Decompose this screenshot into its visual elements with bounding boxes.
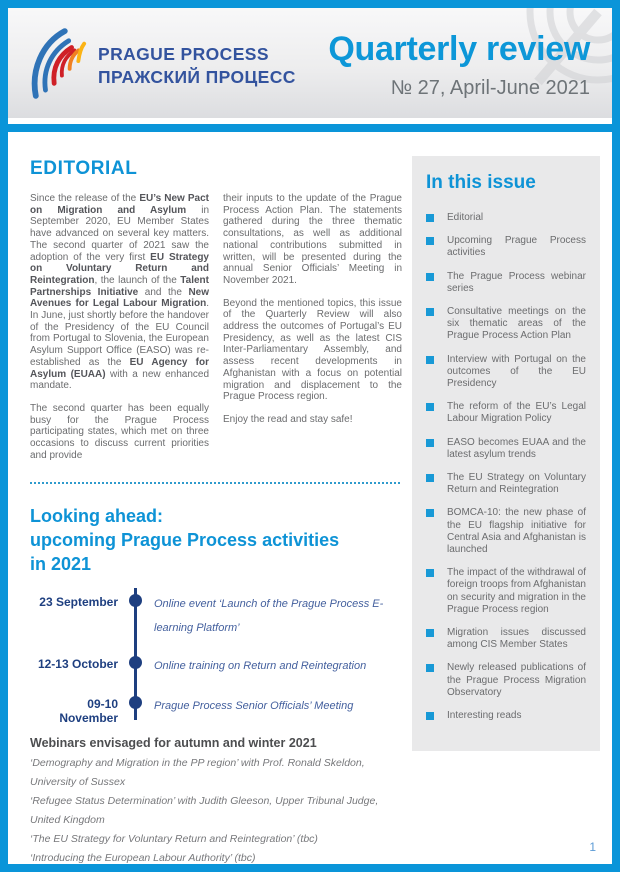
page-number: 1	[589, 840, 596, 854]
square-bullet-icon	[426, 214, 434, 222]
editorial-body	[30, 193, 402, 472]
in-this-issue-item	[426, 212, 586, 224]
editorial-column-left	[30, 193, 209, 472]
in-this-issue-item	[426, 507, 586, 556]
logo-text	[98, 43, 296, 89]
in-this-issue-item-label: The Prague Process webinar series	[447, 270, 586, 294]
square-bullet-icon	[426, 712, 434, 720]
in-this-issue-item	[426, 472, 586, 496]
in-this-issue-item	[426, 627, 586, 651]
square-bullet-icon	[426, 439, 434, 447]
square-bullet-icon	[426, 273, 434, 281]
looking-ahead-line-3: in 2021	[30, 554, 92, 575]
webinars-list	[30, 754, 402, 868]
content-area	[8, 132, 612, 868]
webinar-item: ‘The EU Strategy for Voluntary Return and Reintegration’ (tbc)	[30, 833, 318, 846]
newsletter-title: Quarterly review	[328, 30, 590, 68]
webinar-item: ‘Demography and Migration in the PP region’ with Prof. Ronald Skeldon, University of Sussex	[30, 757, 365, 789]
square-bullet-icon	[426, 629, 434, 637]
square-bullet-icon	[426, 569, 434, 577]
looking-ahead-line-1: Looking ahead:	[30, 506, 164, 527]
timeline-event	[30, 654, 402, 680]
editorial-paragraph: Enjoy the read and stay safe!	[223, 413, 353, 425]
events-timeline	[30, 592, 402, 726]
looking-ahead-line-2: upcoming Prague Process activities	[30, 530, 340, 551]
event-description: Prague Process Senior Officials’ Meeting	[154, 700, 354, 713]
event-description: Online training on Return and Reintegration	[154, 660, 367, 673]
editorial-paragraph: Beyond the mentioned topics, this issue of the Quarterly Review will also address the outcomes of Portugal’s EU Presidency, as well as the latest CIS Inter-Parliamentary Assembly, and assess recent developments in Afghanistan with a focus on potential migration and displacement to the Prague Process region.	[223, 297, 402, 403]
event-date: 09-10 November	[59, 697, 118, 726]
timeline-event	[30, 592, 402, 640]
square-bullet-icon	[426, 308, 434, 316]
in-this-issue-item	[426, 710, 586, 722]
editorial-paragraph: Since the release of the EU’s New Pact on Migration and Asylum in September 2020, EU Member States have advanced on several key matters. The second quarter of 2021 saw the adoption of the very first EU Strategy on Voluntary Return and Reintegration, the launch of the Talent Partnerships Initiative and the New Avenues for Legal Labour Migration. In June, just shortly before the handover of the Presidency of the EU Council from Portugal to Slovenia, the European Asylum Support Office (EASO) was re-established as the EU Agency for Asylum (EUAA) with a new enhanced mandate.	[30, 193, 210, 392]
event-description: Online event ‘Launch of the Prague Process E-learning Platform’	[154, 598, 384, 635]
timeline-dot-icon	[129, 696, 142, 709]
in-this-issue-item-label: Migration issues discussed among CIS Member States	[447, 627, 586, 651]
in-this-issue-item-label: Interesting reads	[447, 710, 522, 722]
square-bullet-icon	[426, 403, 434, 411]
in-this-issue-item	[426, 567, 586, 616]
in-this-issue-item	[426, 271, 586, 295]
dotted-divider	[30, 482, 400, 484]
timeline-events	[30, 592, 402, 726]
issue-number: № 27, April-June 2021	[390, 77, 590, 99]
in-this-issue-item-label: The impact of the withdrawal of foreign troops from Afghanistan on security and migration in the Prague Process region	[447, 567, 586, 615]
webinars-heading: Webinars envisaged for autumn and winter 2021	[30, 736, 317, 751]
looking-ahead-heading	[30, 504, 402, 576]
event-date: 23 September	[39, 595, 118, 610]
in-this-issue-item-label: Consultative meetings on the six thematic areas of the Prague Process Action Plan	[447, 306, 586, 342]
editorial-heading: EDITORIAL	[30, 158, 138, 179]
in-this-issue-item-label: The EU Strategy on Voluntary Return and Reintegration	[447, 472, 586, 496]
logo-swirl-icon	[30, 24, 88, 107]
in-this-issue-item	[426, 401, 586, 425]
webinar-item: ‘Introducing the European Labour Authority’ (tbc)	[30, 852, 256, 865]
main-column	[30, 132, 402, 868]
timeline-dot-icon	[129, 656, 142, 669]
in-this-issue-list	[426, 212, 586, 722]
timeline-event	[30, 694, 402, 726]
square-bullet-icon	[426, 664, 434, 672]
editorial-paragraph: The second quarter has been equally busy for the Prague Process participating states, which met on three occasions to discuss current priorities and provide	[30, 402, 209, 461]
logo-text-en: PRAGUE PROCESS	[98, 43, 269, 64]
editorial-paragraph: their inputs to the update of the Prague Process Action Plan. The statements gathered during the three thematic consultations, as well as additional national contributions submitted in written, will be presented during the annual Senior Officials’ Meeting in November 2021.	[223, 193, 402, 286]
in-this-issue-item	[426, 354, 586, 391]
in-this-issue-panel	[412, 156, 600, 751]
in-this-issue-item	[426, 306, 586, 343]
in-this-issue-item	[426, 662, 586, 699]
square-bullet-icon	[426, 509, 434, 517]
square-bullet-icon	[426, 356, 434, 364]
editorial-column-right	[223, 193, 402, 472]
in-this-issue-item-label: The reform of the EU’s Legal Labour Migration Policy	[447, 401, 586, 425]
divider-band	[8, 124, 612, 132]
in-this-issue-item	[426, 437, 586, 461]
header	[8, 8, 612, 118]
in-this-issue-item-label: Editorial	[447, 212, 484, 223]
logo-text-ru: ПРАЖСКИЙ ПРОЦЕСС	[98, 66, 296, 87]
square-bullet-icon	[426, 474, 434, 482]
in-this-issue-item-label: Upcoming Prague Process activities	[447, 235, 586, 259]
in-this-issue-item-label: Interview with Portugal on the outcomes of the EU Presidency	[447, 353, 586, 390]
in-this-issue-item-label: EASO becomes EUAA and the latest asylum trends	[447, 436, 586, 460]
in-this-issue-item	[426, 235, 586, 259]
masthead	[328, 30, 590, 100]
in-this-issue-item-label: Newly released publications of the Prague Process Migration Observatory	[447, 662, 586, 698]
event-date: 12-13 October	[37, 657, 118, 672]
timeline-dot-icon	[129, 594, 142, 607]
in-this-issue-item-label: BOMCA-10: the new phase of the EU flagship initiative for Central Asia and Afghanistan is launched	[447, 507, 586, 556]
square-bullet-icon	[426, 237, 434, 245]
in-this-issue-heading: In this issue	[426, 172, 536, 193]
prague-process-logo	[30, 24, 296, 107]
webinar-item: ‘Refugee Status Determination’ with Judith Gleeson, Upper Tribunal Judge, United Kingdom	[30, 795, 379, 827]
